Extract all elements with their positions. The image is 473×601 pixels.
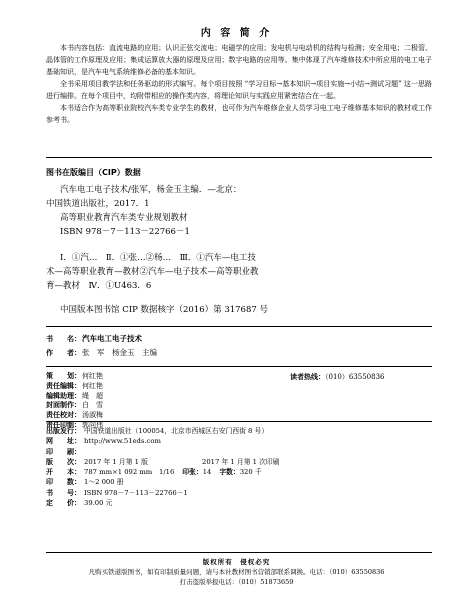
divider xyxy=(46,366,432,367)
staff-label: 责任编辑： xyxy=(46,381,81,390)
divider xyxy=(46,552,432,553)
isbn-row xyxy=(46,488,280,498)
staff-value: 何红艳 xyxy=(82,381,103,390)
publisher-label: 出版发行： xyxy=(46,427,81,435)
impression: 2017 年 1 月第 1 次印刷 xyxy=(202,457,280,466)
format-row xyxy=(46,467,280,477)
staff-value: 白 雪 xyxy=(82,401,103,410)
staff-label: 责任印制： xyxy=(46,420,81,429)
cip-line: 中国版本图书馆 CIP 数据核字（2016）第 317687 号 xyxy=(60,305,268,315)
isbn-label: 书 号： xyxy=(46,488,81,497)
quality-contact: 凡购买铁道版图书，如有印制质量问题，请与本社教材图书营销部联系调换。电话：（010）63550836 xyxy=(88,568,385,576)
printer-row xyxy=(46,447,280,457)
publication-info xyxy=(46,426,280,508)
staff-row xyxy=(46,372,103,382)
staff-value: 绳 超 xyxy=(82,391,103,400)
hotline-number: （010）63550836 xyxy=(325,373,385,381)
price: 39.00 元 xyxy=(84,499,113,508)
cip-line: 中国铁道出版社，2017．1 xyxy=(46,199,150,209)
book-author-label: 作 者： xyxy=(46,349,81,357)
staff-label: 编辑助理： xyxy=(46,391,81,400)
isbn: ISBN 978－7－113－22766－1 xyxy=(84,488,188,497)
publisher-row xyxy=(46,426,280,436)
copies: 1～2 000 册 xyxy=(84,478,124,487)
staff-value: 何红艳 xyxy=(82,372,103,380)
staff-row xyxy=(46,382,103,392)
content-summary xyxy=(46,42,432,126)
book-name-row xyxy=(46,332,157,346)
summary-paragraph: 本书内容包括：直流电路的应用；认识正弦交流电；电磁学的应用；发电机与电动机的结构与检测；安全用电；二极管、晶体管的工作原理及应用；集成运算放大器的原理及应用；数字电路的应用等。集中体现了汽车维修技术中所应用的电工电子基础知识，是汽车电气系统维修必备的基本知识。 xyxy=(46,44,432,76)
words-label: 字数： xyxy=(219,468,240,477)
summary-paragraph: 本书适合作为高等职业院校汽车类专业学生的教材，也可作为汽车维修企业人员学习电工电子维修基本知识的教材或工作参考书。 xyxy=(46,104,432,124)
edition-row xyxy=(46,457,280,467)
staff-value: 郭向伟 xyxy=(82,420,103,429)
staff-label: 封面制作： xyxy=(46,401,81,410)
staff-label: 责任校对： xyxy=(46,411,81,420)
reader-hotline xyxy=(290,372,385,382)
staff-row xyxy=(46,411,103,421)
divider xyxy=(46,157,432,158)
cip-line: 汽车电工电子技术/张军，杨金玉主编．—北京： xyxy=(60,185,242,195)
staff-row xyxy=(46,401,103,411)
summary-paragraph: 全书采用项目教学法和任务驱动的形式编写。每个项目按照 “学习目标→基本知识→项目实施→小结→测试习题” 这一思路进行编排。在每个项目中，均附带相应的操作类内容，将理论知识与实践应用紧密结合在一起。 xyxy=(46,80,432,100)
copyright-footer xyxy=(0,557,473,587)
staff-row xyxy=(46,392,103,402)
format: 787 mm×1 092 mm 1/16 xyxy=(84,468,175,477)
sheets-label: 印张： xyxy=(182,468,203,477)
cip-line: 育—教材 Ⅳ．①U463．6 xyxy=(46,281,152,291)
book-name-label: 书 名： xyxy=(46,335,81,343)
divider xyxy=(46,326,432,327)
copyright-notice: 版权所有 侵权必究 xyxy=(202,558,271,566)
book-info xyxy=(46,332,157,360)
edition-label: 版 次： xyxy=(46,457,81,466)
piracy-hotline: 打击盗版举报电话：（010）51873659 xyxy=(179,578,294,586)
words: 320 千 xyxy=(239,468,262,477)
price-row xyxy=(46,498,280,508)
book-author: 张 军 杨金玉 主编 xyxy=(82,348,157,357)
cip-line: Ⅰ．①汽… Ⅱ．①张…②杨… Ⅲ．①汽车—电工技 xyxy=(60,253,256,263)
cip-heading: 图书在版编目（CIP）数据 xyxy=(46,168,141,177)
staff-label: 策 划： xyxy=(46,372,81,380)
copies-row xyxy=(46,477,280,487)
url-row xyxy=(46,436,280,446)
staff-value: 汤淑梅 xyxy=(82,411,103,420)
divider xyxy=(46,421,432,422)
cip-block xyxy=(46,183,432,317)
format-label: 开 本： xyxy=(46,468,81,477)
publisher-url: http://www.51eds.com xyxy=(84,437,161,446)
copies-label: 印 数： xyxy=(46,478,81,487)
book-author-row xyxy=(46,346,157,360)
cip-line: ISBN 978－7－113－22766－1 xyxy=(60,227,190,237)
cip-line: 术—高等职业教育—教材②汽车—电子技术—高等职业教 xyxy=(46,267,259,277)
publisher: 中国铁道出版社（100054，北京市西城区右安门西街 8 号） xyxy=(84,427,269,435)
page-title: 内 容 简 介 xyxy=(200,28,273,39)
edition: 2017 年 1 月第 1 版 xyxy=(84,457,148,466)
cip-line: 高等职业教育汽车类专业规划教材 xyxy=(60,213,188,223)
url-label: 网 址： xyxy=(46,437,81,446)
printer-label: 印 刷： xyxy=(46,447,81,456)
sheets: 14 xyxy=(202,468,212,477)
book-name: 汽车电工电子技术 xyxy=(82,334,142,343)
price-label: 定 价： xyxy=(46,499,81,508)
hotline-label: 读者热线： xyxy=(290,373,325,381)
